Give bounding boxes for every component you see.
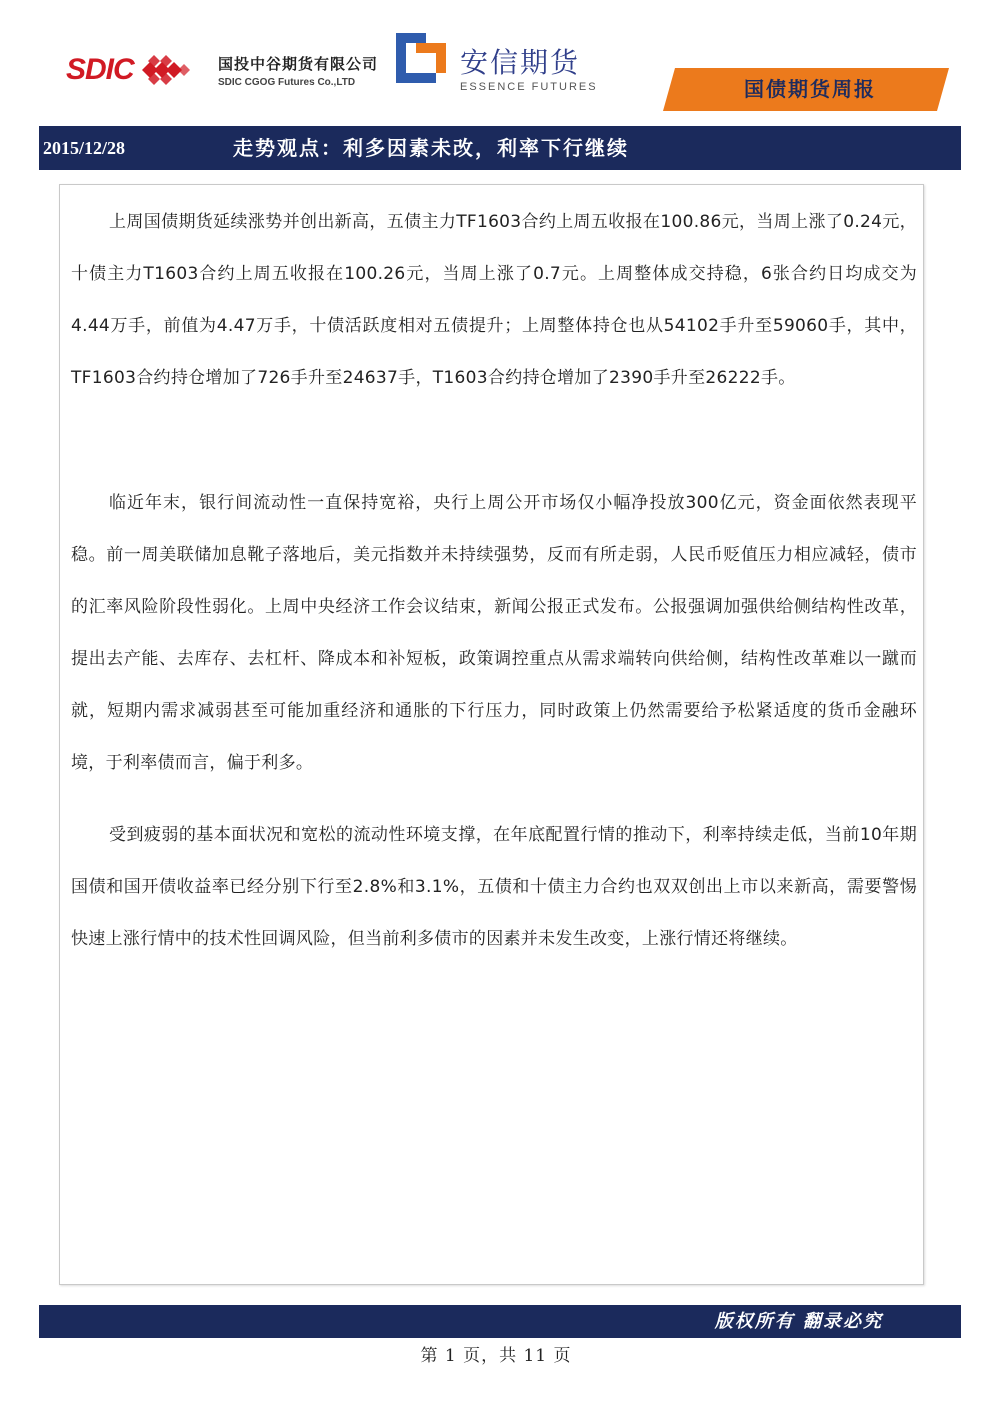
report-type-label: 国债期货周报 <box>744 77 876 101</box>
sdic-logo-wordmark: SDIC <box>66 53 134 86</box>
sdic-name-cn: 国投中谷期货有限公司 <box>218 55 379 73</box>
body-paragraph-3: 受到疲弱的基本面状况和宽松的流动性环境支撑，在年底配置行情的推动下，利率持续走低，当前10年期国债和国开债收益率已经分别下行至2.8%和3.1%，五债和十债主力合约也双双创出上市以来新高，需要警惕快速上涨行情中的技术性回调风险，但当前利多债市的因素并未发生改变，上涨行情还将继续。 <box>71 825 917 949</box>
essence-logo <box>396 33 598 93</box>
page-title: 走势观点：利多因素未改，利率下行继续 <box>233 136 629 160</box>
essence-name-en: ESSENCE FUTURES <box>460 81 598 93</box>
report-date: 2015/12/28 <box>43 138 126 158</box>
body-paragraph-2: 临近年末，银行间流动性一直保持宽裕，央行上周公开市场仅小幅净投放300亿元，资金面依然表现平稳。前一周美联储加息靴子落地后，美元指数并未持续强势，反而有所走弱，人民币贬值压力相应减轻，债市的汇率风险阶段性弱化。上周中央经济工作会议结束，新闻公报正式发布。公报强调加强供给侧结构性改革，提出去产能、去库存、去杠杆、降成本和补短板，政策调控重点从需求端转向供给侧，结构性改革难以一蹴而就，短期内需求减弱甚至可能加重经济和通胀的下行压力，同时政策上仍然需要给予松紧适度的货币金融环境，于利率债而言，偏于利多。 <box>71 493 917 773</box>
sdic-diamond-icon <box>136 53 196 87</box>
essence-name-cn: 安信期货 <box>460 46 581 79</box>
copyright-notice: 版权所有 翻录必究 <box>714 1311 883 1332</box>
page-number: 第 1 页，共 11 页 <box>420 1346 572 1366</box>
sdic-company-name <box>218 53 378 88</box>
body-paragraph-1: 上周国债期货延续涨势并创出新高，五债主力TF1603合约上周五收报在100.86元，当周上涨了0.24元，十债主力T1603合约上周五收报在100.26元，当周上涨了0.7元。上周整体成交持稳，6张合约日均成交为4.44万手，前值为4.47万手，十债活跃度相对五债提升；上周整体持仓也从54102手升至59060手，其中，TF1603合约持仓增加了726手升至24637手，T1603合约持仓增加了2390手升至26222手。 <box>71 212 917 388</box>
sdic-name-en: SDIC CGOG Futures Co.,LTD <box>218 77 356 88</box>
essence-square-icon <box>396 33 446 83</box>
sdic-logo <box>66 50 196 90</box>
title-bar <box>39 126 961 170</box>
footer-bar <box>39 1305 961 1338</box>
report-type-tag <box>663 68 949 111</box>
